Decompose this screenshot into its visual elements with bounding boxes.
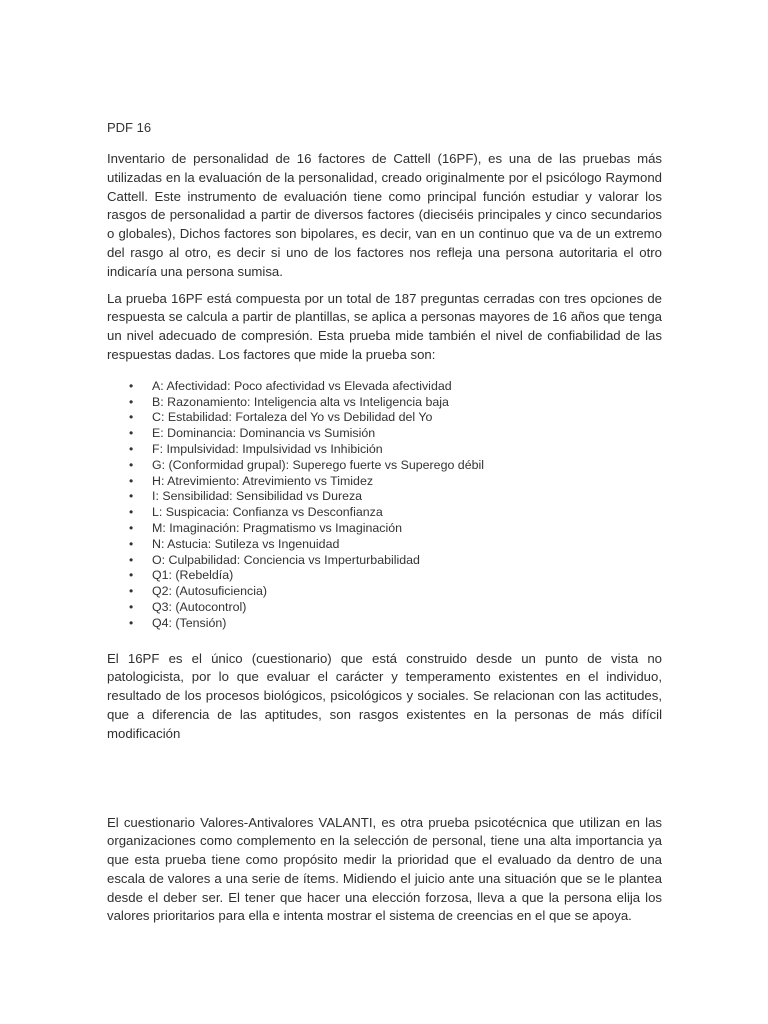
paragraph-16pf-intro: Inventario de personalidad de 16 factores de Cattell (16PF), es una de las pruebas más utilizadas en la evaluación de la personalidad, creado originalmente por el psicólogo Raymond Cattell. Este instrumento de evaluación tiene como principal función estudiar y valorar los rasgos de personalidad a partir de diversos factores (dieciséis principales y cinco secundarios o globales), Dichos factores son bipolares, es decir, van en un continuo que va de un extremo del rasgo al otro, es decir si uno de los factores nos refleja una persona autoritaria el otro indicaría una persona sumisa. — [107, 151, 662, 279]
document-content — [107, 118, 662, 934]
list-item-factor-q2: • Q2: (Autosuficiencia) — [107, 584, 662, 600]
list-item-factor-a: • A: Afectividad: Poco afectividad vs Elevada afectividad — [107, 379, 662, 395]
paragraph-16pf-structure: La prueba 16PF está compuesta por un total de 187 preguntas cerradas con tres opciones de respuesta se calcula a partir de plantillas, se aplica a personas mayores de 16 años que tenga un nivel adecuado de compresión. Esta prueba mide también el nivel de confiabilidad de las respuestas dadas. Los factores que mide la prueba son: — [107, 290, 662, 362]
list-item-factor-e: • E: Dominancia: Dominancia vs Sumisión — [107, 426, 662, 442]
list-item-factor-o: • O: Culpabilidad: Conciencia vs Imperturbabilidad — [107, 553, 662, 569]
list-item-factor-q4: • Q4: (Tensión) — [107, 616, 662, 632]
document-title: PDF 16 — [107, 120, 152, 135]
list-item-factor-n: • N: Astucia: Sutileza vs Ingenuidad — [107, 537, 662, 553]
paragraph-16pf-description: El 16PF es el único (cuestionario) que está construido desde un punto de vista no patologicista, por lo que evaluar el carácter y temperamento existentes en el individuo, resultado de los procesos biológicos, psicológicos y sociales. Se relacionan con las actitudes, que a diferencia de las aptitudes, son rasgos existentes en la personas de más difícil modificación — [107, 650, 662, 741]
list-item-factor-q3: • Q3: (Autocontrol) — [107, 600, 662, 616]
list-item-factor-b: • B: Razonamiento: Inteligencia alta vs Inteligencia baja — [107, 395, 662, 411]
list-item-factor-q1: • Q1: (Rebeldía) — [107, 568, 662, 584]
paragraph-valanti: El cuestionario Valores-Antivalores VALANTI, es otra prueba psicotécnica que utilizan en las organizaciones como complemento en la selección de personal, tiene una alta importancia ya que esta prueba tiene como propósito medir la prioridad que el evaluado da dentro de una escala de valores a una serie de ítems. Midiendo el juicio ante una situación que se le plantea desde el deber ser. El tener que hacer una elección forzosa, lleva a que la persona elija los valores prioritarios para ella e intenta mostrar el sistema de creencias en el que se apoya. — [107, 814, 662, 924]
list-item-factor-g: • G: (Conformidad grupal): Superego fuerte vs Superego débil — [107, 458, 662, 474]
list-item-factor-f: • F: Impulsividad: Impulsividad vs Inhibición — [107, 442, 662, 458]
factor-list — [107, 379, 662, 632]
list-item-factor-h: • H: Atrevimiento: Atrevimiento vs Timidez — [107, 474, 662, 490]
list-item-factor-m: • M: Imaginación: Pragmatismo vs Imaginación — [107, 521, 662, 537]
list-item-factor-c: • C: Estabilidad: Fortaleza del Yo vs Debilidad del Yo — [107, 410, 662, 426]
section-spacer — [107, 752, 662, 814]
list-item-factor-l: • L: Suspicacia: Confianza vs Desconfianza — [107, 505, 662, 521]
list-item-factor-i: • I: Sensibilidad: Sensibilidad vs Dureza — [107, 489, 662, 505]
